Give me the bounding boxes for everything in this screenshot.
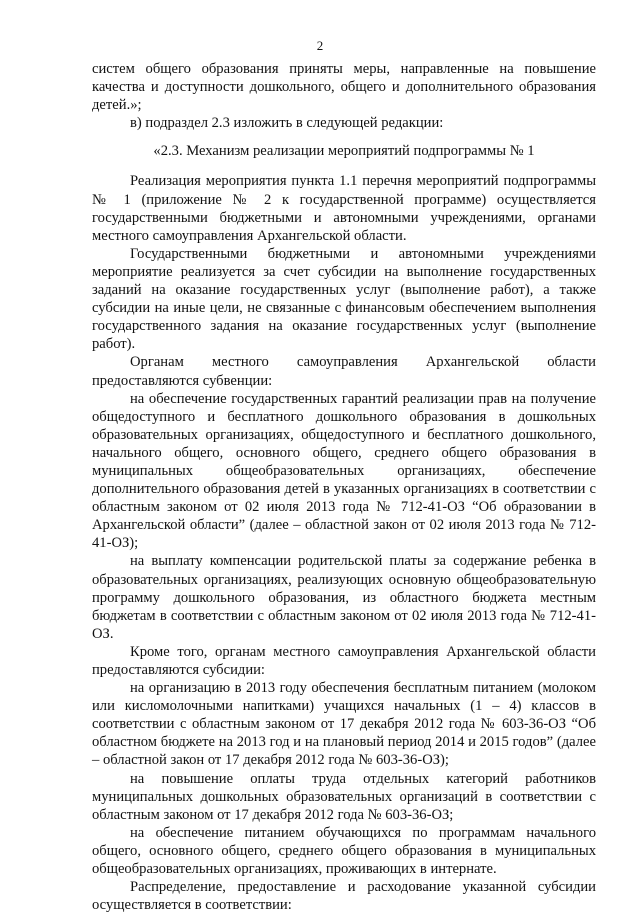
- paragraph-list-item: на выплату компенсации родительской платы за содержание ребенка в образовательных организациях, реализующих основную общеобразовательную программу дошкольного образования, из областного бюджета местным бюджетам в соответствии с областным законом от 02 июля 2013 года № 712-41-ОЗ.: [92, 553, 596, 642]
- page-number: 2: [316, 38, 324, 53]
- paragraph: Государственными бюджетными и автономными учреждениями мероприятие реализуется за счет субсидии на выполнение государственных заданий на оказание государственных услуг (выполнение работ), а также субсидии на иные цели, не связанные с финансовым обеспечением выполнения государственного задания на оказание государственных услуг (выполнение работ).: [92, 245, 596, 353]
- document-body: [92, 60, 596, 914]
- paragraph: Кроме того, органам местного самоуправления Архангельской области предоставляются субсидии:: [92, 643, 596, 678]
- paragraph: Реализация мероприятия пункта 1.1 перечня мероприятий подпрограммы № 1 (приложение № 2 к государственной программе) осуществляется государственными бюджетными и автономными учреждениями, органами местного самоуправления Архангельской области.: [92, 173, 596, 244]
- paragraph-list-item: на обеспечение государственных гарантий реализации прав на получение общедоступного и бесплатного дошкольного образования в дошкольных образовательных организациях, общедоступного и бесплатного дошкольного, начального общего, основного общего, среднего общего образования в муниципальных общеобразовательных организациях, обеспечение дополнительного образования детей в указанных организациях в соответствии с областным законом от 02 июля 2013 года № 712-41-ОЗ “Об образовании в Архангельской области” (далее – областной закон от 02 июля 2013 года № 712-41-ОЗ);: [92, 390, 596, 552]
- paragraph-list-item: на обеспечение питанием обучающихся по программам начального общего, основного общего, среднего общего образования в муниципальных общеобразовательных организациях, проживающих в интернате.: [92, 824, 596, 878]
- paragraph: Распределение, предоставление и расходование указанной субсидии осуществляется в соответствии:: [92, 879, 596, 914]
- paragraph-list-item: на повышение оплаты труда отдельных категорий работников муниципальных дошкольных образовательных организаций в соответствии с областным законом от 17 декабря 2012 года № 603-36-ОЗ;: [92, 770, 596, 823]
- paragraph-list-item: на организацию в 2013 году обеспечения бесплатным питанием (молоком или кисломолочными напитками) учащихся начальных (1 – 4) классов в соответствии с областным законом от 17 декабря 2012 года № 603-36-ОЗ “Об областном бюджете на 2013 год и на плановый период 2014 и 2015 годов” (далее – областной закон от 17 декабря 2012 года № 603-36-ОЗ);: [92, 680, 596, 769]
- paragraph: Органам местного самоуправления Архангельской области предоставляются субвенции:: [92, 354, 596, 389]
- section-heading: «2.3. Механизм реализации мероприятий подпрограммы № 1: [153, 143, 535, 160]
- paragraph-continuation: систем общего образования приняты меры, направленные на повышение качества и доступности дошкольного, общего и дополнительного образования детей.»;: [92, 61, 596, 114]
- paragraph-amendment-item: в) подраздел 2.3 изложить в следующей редакции:: [130, 115, 444, 132]
